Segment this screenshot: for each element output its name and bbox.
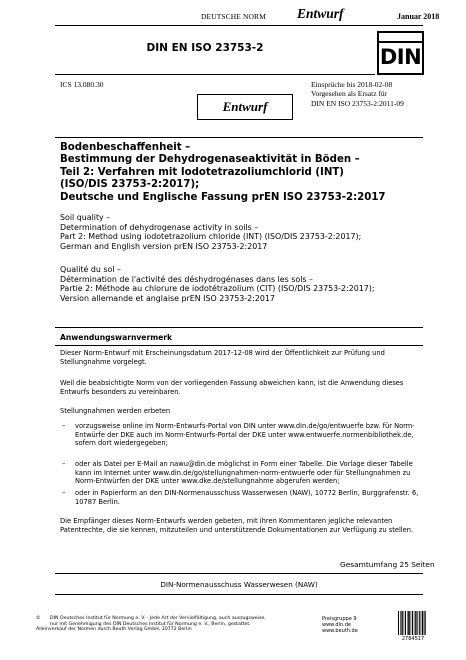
comments-deadline: Einsprüche bis 2018-02-08 <box>311 80 393 89</box>
title-french-line: Version allemande et anglaise prEN ISO 23753-2:2017 <box>60 293 275 303</box>
title-french-line: Qualité du sol – <box>60 265 121 274</box>
committee-bottom-rule <box>55 594 423 595</box>
list-item <box>62 489 420 506</box>
copyright-line: Alleinverkauf der Normen durch Beuth Verlag GmbH, 10772 Berlin <box>36 627 192 633</box>
price-group: Preisgruppe 9 <box>322 616 357 622</box>
publication-date: Januar 2018 <box>397 12 440 21</box>
header-rule <box>55 74 375 75</box>
total-pages: Gesamtumfang 25 Seiten <box>340 560 435 569</box>
title-german <box>60 142 420 204</box>
list-item <box>62 460 420 486</box>
beuth-website: www.beuth.de <box>322 628 358 635</box>
din-website: www.din.de <box>322 622 351 629</box>
ics-code: ICS 13.080.30 <box>60 80 104 89</box>
bullet-text-paper: oder in Papierform an den DIN-Normenausschuss Wasserwesen (NAW), 10772 Berlin, Burggrafenstr. 6, 10787 Berlin. <box>75 489 419 506</box>
title-rule <box>55 137 423 138</box>
title-german-line: Bodenbeschaffenheit – <box>60 142 191 153</box>
copyright-symbol: © <box>36 616 41 621</box>
title-french-line: Partie 2: Méthode au chlorure de iodotétrazolium (CIT) (ISO/DIS 23753-2:2017); <box>60 284 375 294</box>
standard-number: DIN EN ISO 23753-2 <box>146 42 264 54</box>
norm-type-label: DEUTSCHE NORM <box>201 12 266 21</box>
top-rule <box>55 25 423 26</box>
barcode-image <box>398 611 426 635</box>
title-english-line: Determination of dehydrogenase activity in soils – <box>60 222 259 232</box>
title-french <box>60 265 420 303</box>
warning-heading-rule <box>55 345 423 346</box>
warning-paragraph-patents: Die Empfänger dieses Norm-Entwurfs werden gebeten, mit ihren Kommentaren jegliche relevanten Patentrechte, die sie kennen, mitzuteilen und unterstützende Dokumentationen zur Verfügung zu stellen. <box>60 517 414 534</box>
title-english-line: Part 2: Method using iodotetrazolium chloride (INT) (ISO/DIS 23753-2:2017); <box>60 232 362 242</box>
title-german-line: (ISO/DIS 23753-2:2017); <box>60 179 200 191</box>
title-german-line: Teil 2: Verfahren mit Iodotetrazoliumchlorid (INT) <box>60 166 344 178</box>
bullet-text-email: oder als Datei per E-Mail an nawu@din.de möglichst in Form einer Tabelle. Die Vorlage dieser Tabelle kann im Internet unter www.din.de/go/stellungnahmen-norm-entwuerfe oder für Stellungnahmen zu Norm-Entwürfen der DKE unter www.dke.de/stellungnahme abgerufen werden; <box>75 460 413 486</box>
title-english-line: Soil quality – <box>60 213 111 222</box>
copyright-line: DIN Deutsches Institut für Normung e. V. · Jede Art der Vervielfältigung, auch auszugsweise, <box>50 616 266 621</box>
committee-name: DIN-Normenausschuss Wasserwesen (NAW) <box>160 580 318 589</box>
bullet-dash: – <box>62 460 66 468</box>
warning-paragraph-deviation: Weil die beabsichtigte Norm von der vorliegenden Fassung abweichen kann, ist die Anwendung dieses Entwurfs besonders zu vereinbaren. <box>60 379 404 396</box>
list-item <box>62 422 420 448</box>
copyright-line: nur mit Genehmigung des DIN Deutsches Institut für Normung e. V., Berlin, gestattet. <box>50 621 251 627</box>
draft-status-header: Entwurf <box>297 6 344 21</box>
price-info <box>322 616 358 635</box>
title-english <box>60 213 420 251</box>
din-logo-text: DIN <box>379 45 422 69</box>
din-logo <box>377 31 424 75</box>
bullet-dash: – <box>62 422 66 430</box>
title-german-line: Deutsche und Englische Fassung prEN ISO 23753-2:2017 <box>60 191 386 203</box>
title-english-line: German and English version prEN ISO 23753-2:2017 <box>60 241 268 251</box>
warning-heading: Anwendungswarnvermerk <box>60 333 173 342</box>
replacement-note: Vorgesehen als Ersatz für <box>311 89 388 99</box>
din-logo-bar <box>379 41 422 43</box>
draft-box: Entwurf <box>197 94 293 120</box>
warning-top-rule <box>55 327 423 328</box>
comments-info <box>311 80 404 108</box>
warning-paragraph-comments: Stellungnahmen werden erbeten <box>60 407 171 415</box>
committee-top-rule <box>55 573 423 574</box>
bullet-text-online: vorzugsweise online im Norm-Entwurfs-Portal von DIN unter www.din.de/go/entwuerfe bzw. für Norm-Entwürfe der DKE auch im Norm-Entwurfs-Portal der DKE unter www.entwuerfe.normenbibliothek.de, sofern dort wiedergegeben; <box>75 422 415 448</box>
replaced-standard: DIN EN ISO 23753-2:2011-09 <box>311 98 404 108</box>
bullet-dash: – <box>62 489 66 497</box>
title-french-line: Détermination de l'activité des déshydrogénases dans les sols – <box>60 274 313 284</box>
title-german-line: Bestimmung der Dehydrogenaseaktivität in Böden – <box>60 154 360 166</box>
warning-paragraph-publication: Dieser Norm-Entwurf mit Erscheinungsdatum 2017-12-08 wird der Öffentlichkeit zur Prüfung und Stellungnahme vorgelegt. <box>60 349 385 366</box>
barcode-number: 2784517 <box>401 636 425 642</box>
copyright-notice <box>36 616 326 633</box>
